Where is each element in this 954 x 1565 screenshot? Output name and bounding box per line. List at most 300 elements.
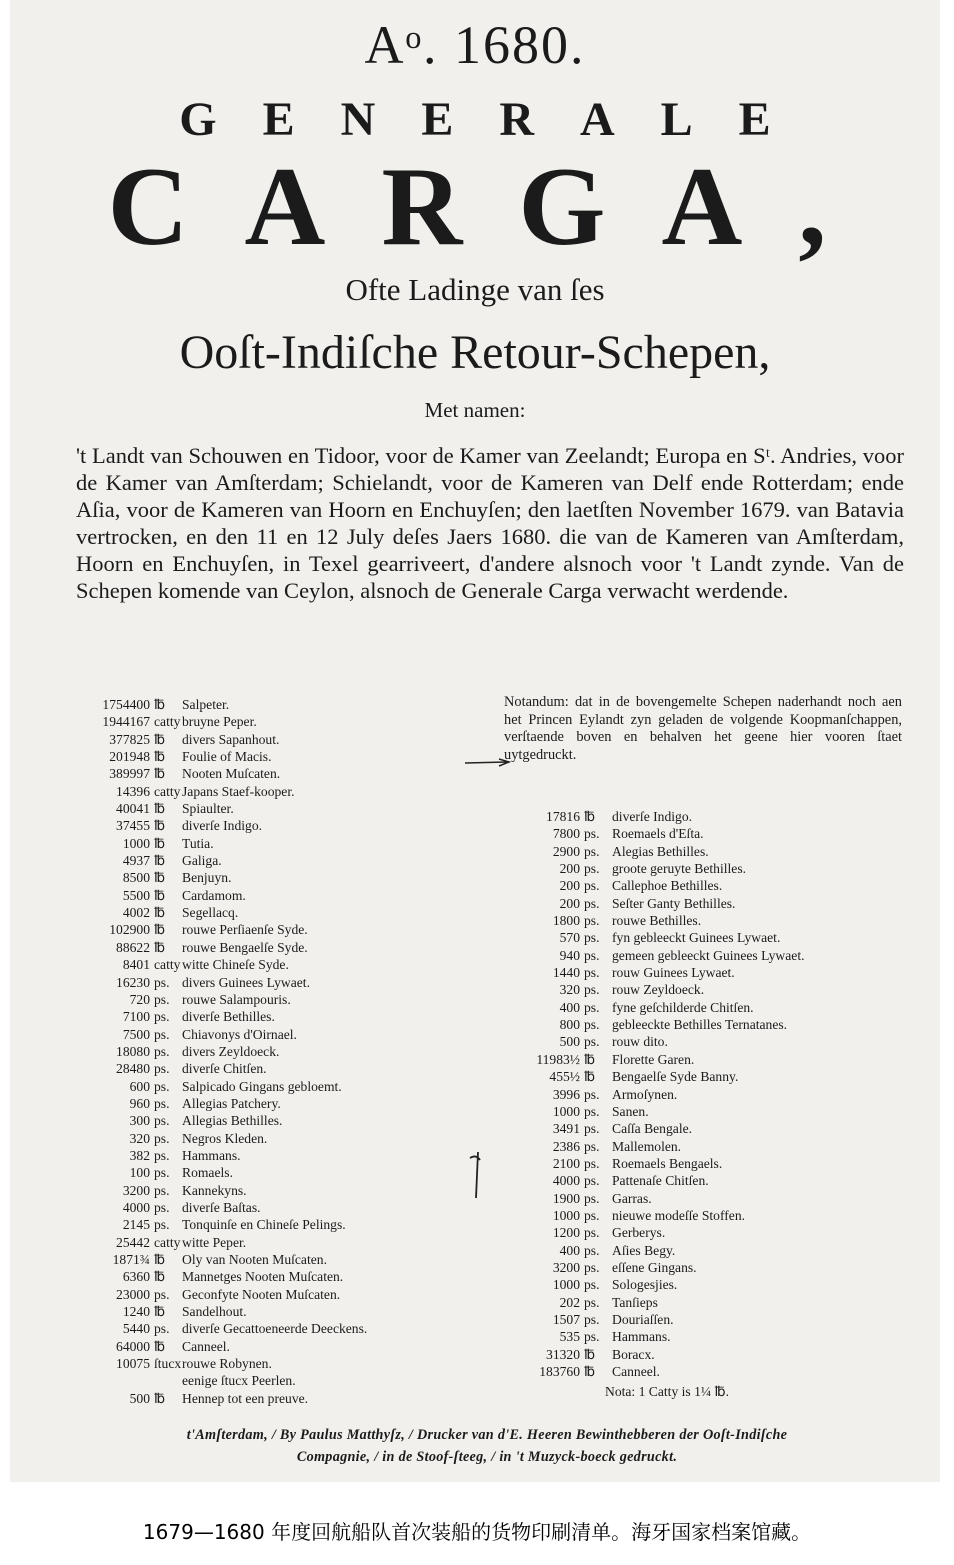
cargo-unit: ps.: [584, 999, 600, 1015]
cargo-quantity: 1754400: [102, 697, 150, 712]
cargo-unit: ℔: [154, 801, 166, 817]
cargo-item-name: Gerberys.: [612, 1225, 666, 1241]
cargo-item-name: Negros Kleden.: [182, 1130, 268, 1146]
cargo-quantity: 800: [559, 1017, 580, 1033]
cargo-item-name: diverſe Indigo.: [182, 818, 263, 834]
cargo-quantity: 400: [559, 999, 580, 1015]
cargo-unit: ℔: [154, 731, 166, 747]
cargo-item-name: eſſene Gingans.: [612, 1259, 697, 1275]
cargo-item-name: rouwe Bethilles.: [612, 913, 702, 929]
cargo-list-item: [506, 1242, 805, 1259]
cargo-item-name: diverſe Chitſen.: [182, 1061, 267, 1077]
cargo-unit: ps.: [584, 1138, 600, 1154]
cargo-unit: ps.: [154, 1095, 170, 1111]
cargo-item-name: Canneel.: [182, 1338, 230, 1354]
cargo-list-item: [86, 835, 367, 852]
cargo-item-name: eenige ſtucx Peerlen.: [182, 1373, 296, 1389]
cargo-quantity: 1240: [122, 1304, 150, 1320]
cargo-list-item: [506, 1207, 805, 1224]
cargo-unit: ℔: [584, 1069, 596, 1085]
cargo-item-name: Allegias Patchery.: [182, 1095, 281, 1111]
cargo-list-item: [506, 1259, 805, 1276]
cargo-list-item: [506, 808, 805, 825]
cargo-item-name: Callephoe Bethilles.: [612, 878, 723, 894]
cargo-quantity: 382: [129, 1147, 150, 1163]
cargo-item-name: Aſies Begy.: [612, 1242, 676, 1258]
cargo-quantity: 1440: [552, 965, 580, 981]
cargo-list-item: [506, 1120, 805, 1137]
cargo-item-name: witte Peper.: [182, 1234, 247, 1250]
cargo-unit: ps.: [154, 1078, 170, 1094]
cargo-quantity: 17816: [546, 809, 580, 824]
cargo-item-name: Florette Garen.: [612, 1051, 695, 1067]
cargo-list-item: [506, 895, 805, 912]
cargo-unit: ps.: [584, 930, 600, 946]
cargo-list-item: [506, 1172, 805, 1189]
cargo-item-name: Alegias Bethilles.: [612, 843, 709, 859]
printer-imprint: [72, 1424, 902, 1468]
cargo-list-item: [86, 1008, 367, 1025]
cargo-unit: ℔: [154, 1269, 166, 1285]
cargo-item-name: rouw Zeyldoeck.: [612, 982, 705, 998]
cargo-list-item: [86, 1060, 367, 1077]
cargo-quantity: 1200: [552, 1225, 580, 1241]
cargo-list-item: [86, 991, 367, 1008]
cargo-item-name: divers Zeyldoeck.: [182, 1043, 280, 1059]
cargo-list-item: [506, 981, 805, 998]
cargo-unit: ps.: [584, 895, 600, 911]
cargo-quantity: 1000: [122, 835, 150, 851]
cargo-list-item: [86, 921, 367, 938]
cargo-quantity: 2900: [552, 843, 580, 859]
cargo-list-item: [86, 1234, 367, 1251]
cargo-quantity: 11983½: [536, 1051, 580, 1067]
cargo-list-item: [86, 800, 367, 817]
cargo-item-name: rouwe Bengaelſe Syde.: [182, 939, 308, 955]
cargo-list-item: [86, 713, 367, 730]
cargo-item-name: fyn gebleeckt Guinees Lywaet.: [612, 930, 781, 946]
cargo-item-name: Bengaelſe Syde Banny.: [612, 1069, 739, 1085]
cargo-quantity: 4002: [122, 905, 150, 921]
cargo-unit: ps.: [584, 1190, 600, 1206]
handwritten-arrow-mark: [465, 758, 515, 768]
cargo-item-name: Boracx.: [612, 1346, 655, 1362]
cargo-unit: ps.: [584, 1155, 600, 1171]
cargo-item-name: rouwe Perſiaenſe Syde.: [182, 922, 308, 938]
cargo-list-item: [86, 939, 367, 956]
cargo-list-item: [506, 1363, 805, 1380]
cargo-list-item: [506, 843, 805, 860]
imprint-line-1: t'Amſterdam, / By Paulus Matthyſz, / Drucker van d'E. Heeren Bewinthebberen der Ooſt-Indiſche: [186, 1427, 788, 1443]
cargo-list-item: [86, 783, 367, 800]
cargo-quantity: 377825: [109, 731, 150, 747]
cargo-unit: ps.: [154, 1217, 170, 1233]
cargo-quantity: 31320: [546, 1346, 580, 1362]
cargo-list-item: [86, 1355, 367, 1372]
met-namen-label: Met namen:: [424, 398, 526, 422]
cargo-list-item: [506, 1068, 805, 1085]
cargo-quantity: 570: [559, 930, 580, 946]
cargo-unit: ps.: [584, 1034, 600, 1050]
cargo-list-item: [506, 825, 805, 842]
cargo-item-name: Mannetges Nooten Muſcaten.: [182, 1269, 344, 1285]
cargo-unit: catty: [154, 1234, 181, 1250]
cargo-item-name: groote geruyte Bethilles.: [612, 861, 747, 877]
cargo-list-item: [86, 1078, 367, 1095]
cargo-quantity: 4937: [122, 853, 150, 869]
cargo-list-item: [86, 887, 367, 904]
cargo-list-item: [86, 974, 367, 991]
cargo-list-item: [506, 1328, 805, 1345]
cargo-item-name: Hennep tot een preuve.: [182, 1390, 309, 1406]
cargo-unit: ps.: [154, 1321, 170, 1337]
cargo-quantity: 1800: [552, 913, 580, 929]
cargo-item-name: nieuwe modeſſe Stoffen.: [612, 1207, 746, 1223]
cargo-unit: ps.: [154, 1199, 170, 1215]
cargo-quantity: 10075: [116, 1356, 150, 1372]
cargo-unit: ps.: [584, 1329, 600, 1345]
cargo-item-name: Mallemolen.: [612, 1138, 682, 1154]
cargo-item-name: Roemaels Bengaels.: [612, 1155, 723, 1171]
intro-paragraph: 't Landt van Schouwen en Tidoor, voor de Kamer van Zeelandt; Europa en Sᵗ. Andries, voor de Kamer van Amſterdam; Schielandt, voor de Kameren van Delf ende Rotterdam; ende Aſia, voor de Kameren van Hoorn en Enchuyſen; den laetſten November 1679. van Batavia vertrocken, en den 11 en 12 July deſes Jaers 1680. die van de Kameren van Amſterdam, Hoorn en Enchuyſen, in Texel gearriveert, d'andere alsnoch voor 't Landt zynde. Van de Schepen komende van Ceylon, alsnoch de Generale Carga verwacht werdende.: [76, 443, 904, 603]
cargo-unit: ℔: [154, 939, 166, 955]
cargo-item-name: Salpeter.: [182, 697, 230, 712]
document-year: Aᵒ. 1680.: [364, 15, 586, 75]
cargo-quantity: 202: [559, 1294, 580, 1310]
cargo-item-name: Armoſynen.: [612, 1086, 678, 1102]
cargo-item-name: Roemaels d'Eſta.: [612, 826, 704, 842]
cargo-quantity: 1507: [552, 1311, 580, 1327]
cargo-unit: ℔: [154, 887, 166, 903]
cargo-unit: ps.: [584, 1173, 600, 1189]
cargo-unit: ps.: [584, 947, 600, 963]
cargo-unit: catty: [154, 783, 181, 799]
cargo-quantity: 1000: [552, 1103, 580, 1119]
cargo-item-name: fyne geſchilderde Chitſen.: [612, 999, 754, 1015]
cargo-unit: ps.: [584, 826, 600, 842]
cargo-item-name: Canneel.: [612, 1364, 660, 1379]
cargo-list-item: [86, 869, 367, 886]
cargo-unit: catty: [154, 714, 181, 730]
cargo-item-name: Segellacq.: [182, 905, 239, 921]
cargo-item-name: Sologesjies.: [612, 1277, 678, 1293]
cargo-item-name: diverſe Indigo.: [612, 809, 693, 824]
cargo-unit: ps.: [154, 1286, 170, 1302]
cargo-item-name: Pattenaſe Chitſen.: [612, 1173, 709, 1189]
cargo-unit: ℔: [154, 697, 166, 712]
cargo-item-name: Garras.: [612, 1190, 652, 1206]
cargo-list-item: [86, 1320, 367, 1337]
cargo-unit: ℔: [154, 1304, 166, 1320]
cargo-quantity: 389997: [109, 766, 150, 782]
figure-caption: 1679—1680 年度回航船队首次装船的货物印刷清单。海牙国家档案馆藏。: [142, 1520, 812, 1544]
cargo-list-item: [86, 1130, 367, 1147]
cargo-unit: ps.: [584, 843, 600, 859]
cargo-quantity: 400: [559, 1242, 580, 1258]
cargo-list-item: [86, 817, 367, 834]
cargo-item-name: Foulie of Macis.: [182, 749, 272, 765]
cargo-item-name: Spiaulter.: [182, 801, 234, 817]
cargo-quantity: 2100: [552, 1155, 580, 1171]
cargo-list-item: [86, 1303, 367, 1320]
cargo-unit: ps.: [584, 1121, 600, 1137]
cargo-unit: ℔: [154, 853, 166, 869]
cargo-unit: ps.: [584, 878, 600, 894]
cargo-list-item: [506, 1311, 805, 1328]
cargo-unit: ps.: [154, 1113, 170, 1129]
cargo-item-name: rouw Guinees Lywaet.: [612, 965, 735, 981]
cargo-quantity: 960: [129, 1095, 150, 1111]
cargo-unit: ℔: [154, 749, 166, 765]
cargo-unit: catty: [154, 957, 181, 973]
cargo-unit: ℔: [584, 1364, 596, 1379]
cargo-list-item: [86, 696, 367, 713]
subtitle: Ofte Ladinge van ſes: [345, 272, 605, 307]
cargo-unit: ps.: [154, 1009, 170, 1025]
cargo-unit: ℔: [154, 818, 166, 834]
cargo-item-name: Chiavonys d'Oirnael.: [182, 1026, 297, 1042]
cargo-unit: ps.: [154, 1130, 170, 1146]
heading-generale: GENERALE: [179, 93, 817, 146]
cargo-unit: ps.: [584, 1103, 600, 1119]
cargo-unit: ps.: [584, 965, 600, 981]
cargo-quantity: 5440: [122, 1321, 150, 1337]
cargo-quantity: 14396: [116, 783, 150, 799]
cargo-unit: ℔: [154, 1390, 166, 1406]
cargo-list-item: [86, 904, 367, 921]
ships-title: Ooſt-Indiſche Retour-Schepen,: [179, 326, 771, 379]
cargo-list-item: [506, 1016, 805, 1033]
cargo-quantity: 3200: [552, 1259, 580, 1275]
cargo-quantity: 320: [559, 982, 580, 998]
cargo-quantity: 40041: [116, 801, 150, 817]
cargo-item-name: gemeen gebleeckt Guinees Lywaet.: [612, 947, 805, 963]
imprint-line-2: Compagnie, / in de Stoof-ſteeg, / in 't Muzyck-boeck gedruckt.: [296, 1449, 678, 1465]
cargo-item-name: Sanen.: [612, 1103, 649, 1119]
cargo-list-item: [86, 1112, 367, 1129]
cargo-item-name: rouw dito.: [612, 1034, 668, 1050]
cargo-quantity: [86, 1372, 154, 1389]
cargo-list-item: [86, 748, 367, 765]
cargo-unit: ps.: [584, 1225, 600, 1241]
cargo-unit: ps.: [154, 974, 170, 990]
cargo-item-name: Sandelhout.: [182, 1304, 247, 1320]
cargo-unit: ℔: [154, 870, 166, 886]
cargo-unit: ps.: [584, 1017, 600, 1033]
cargo-list-item: [506, 1086, 805, 1103]
cargo-quantity: 8500: [122, 870, 150, 886]
cargo-item-name: Tutia.: [182, 835, 214, 851]
cargo-list-item: [506, 1224, 805, 1241]
cargo-item-name: bruyne Peper.: [182, 714, 257, 730]
cargo-quantity: 1871¾: [112, 1252, 150, 1267]
cargo-quantity: 1000: [552, 1277, 580, 1293]
cargo-item-name: witte Chineſe Syde.: [182, 957, 289, 973]
cargo-unit: ps.: [584, 1086, 600, 1102]
cargo-quantity: 2145: [122, 1217, 150, 1233]
cargo-list-item: [86, 956, 367, 973]
cargo-list-item: [506, 1294, 805, 1311]
cargo-list-item: [86, 1268, 367, 1285]
cargo-item-name: Tanſieps: [612, 1294, 658, 1310]
cargo-item-name: Caſſa Bengale.: [612, 1121, 693, 1137]
cargo-unit: ps.: [154, 1165, 170, 1181]
cargo-quantity: 3200: [122, 1182, 150, 1198]
handwritten-stroke-mark: [466, 1150, 486, 1206]
cargo-unit: ℔: [154, 922, 166, 938]
cargo-quantity: 320: [129, 1130, 150, 1146]
cargo-unit: ps.: [584, 1311, 600, 1327]
cargo-list-item: [506, 1276, 805, 1293]
cargo-item-name: diverſe Baſtas.: [182, 1199, 261, 1215]
cargo-quantity: 500: [559, 1034, 580, 1050]
cargo-item-name: Nooten Muſcaten.: [182, 766, 281, 782]
cargo-quantity: 100: [129, 1165, 150, 1181]
cargo-list-item: [86, 1372, 367, 1389]
cargo-quantity: 183760: [539, 1364, 580, 1379]
cargo-item-name: Kannekyns.: [182, 1182, 247, 1198]
cargo-unit: ps.: [584, 1294, 600, 1310]
cargo-item-name: rouwe Salampouris.: [182, 991, 291, 1007]
cargo-unit: ℔: [154, 905, 166, 921]
cargo-quantity: 720: [129, 991, 150, 1007]
cargo-unit: ps.: [154, 1182, 170, 1198]
cargo-item-name: Hammans.: [612, 1329, 671, 1345]
cargo-quantity: 1000: [552, 1207, 580, 1223]
cargo-quantity: 455½: [549, 1069, 580, 1085]
cargo-unit: ℔: [584, 809, 596, 824]
cargo-list-item: [506, 860, 805, 877]
cargo-list-item: [86, 1095, 367, 1112]
cargo-quantity: 535: [559, 1329, 580, 1345]
cargo-item-name: Romaels.: [182, 1165, 233, 1181]
cargo-list-item: [506, 912, 805, 929]
cargo-quantity: 8401: [122, 957, 150, 973]
cargo-item-name: Douriaſſen.: [612, 1311, 674, 1327]
cargo-item-name: Allegias Bethilles.: [182, 1113, 283, 1129]
cargo-quantity: 3491: [552, 1121, 580, 1137]
cargo-item-name: rouwe Robynen.: [182, 1356, 272, 1372]
cargo-quantity: 88622: [116, 939, 150, 955]
cargo-list-item: [86, 1147, 367, 1164]
cargo-list-item: [506, 1190, 805, 1207]
notandum-paragraph: Notandum: dat in de bovengemelte Schepen naderhandt noch aen het Princen Eylandt zyn geladen de volgende Koopmanſchappen, verſtaende boven en behalven het geene hier vooren ſtaet uytgedruckt.: [504, 694, 902, 764]
cargo-unit: [154, 1372, 182, 1389]
cargo-item-name: Geconfyte Nooten Muſcaten.: [182, 1286, 341, 1302]
heading-carga: CARGA,: [107, 145, 883, 269]
cargo-item-name: divers Sapanhout.: [182, 731, 280, 747]
cargo-unit: ps.: [584, 982, 600, 998]
cargo-unit: ps.: [154, 991, 170, 1007]
cargo-quantity: 1900: [552, 1190, 580, 1206]
cargo-list-item: [506, 947, 805, 964]
cargo-unit: ps.: [154, 1147, 170, 1163]
cargo-quantity: 200: [559, 878, 580, 894]
cargo-list-item: [86, 1164, 367, 1181]
cargo-item-name: Oly van Nooten Muſcaten.: [182, 1252, 327, 1267]
cargo-unit: ℔: [154, 1338, 166, 1354]
cargo-list-item: [86, 1216, 367, 1233]
cargo-quantity: 16230: [116, 974, 150, 990]
cargo-quantity: 500: [129, 1390, 150, 1406]
cargo-item-name: Japans Staef-kooper.: [182, 783, 295, 799]
cargo-list-item: [86, 765, 367, 782]
cargo-item-name: Galiga.: [182, 853, 222, 869]
cargo-quantity: 25442: [116, 1234, 150, 1250]
nota-line: Nota: 1 Catty is 1¼ ℔.: [605, 1384, 730, 1399]
cargo-quantity: 4000: [122, 1199, 150, 1215]
cargo-unit: ps.: [584, 1207, 600, 1223]
cargo-item-name: diverſe Bethilles.: [182, 1009, 275, 1025]
cargo-list-item: [86, 1251, 367, 1268]
cargo-quantity: 102900: [109, 922, 150, 938]
cargo-quantity: 300: [129, 1113, 150, 1129]
cargo-item-name: Salpicado Gingans gebloemt.: [182, 1078, 342, 1094]
cargo-list-item: [506, 1155, 805, 1172]
cargo-unit: ps.: [584, 913, 600, 929]
cargo-list-item: [506, 1346, 805, 1363]
cargo-quantity: 200: [559, 861, 580, 877]
cargo-item-name: diverſe Gecattoeneerde Deeckens.: [182, 1321, 368, 1337]
cargo-unit: ps.: [154, 1026, 170, 1042]
cargo-unit: ps.: [584, 1242, 600, 1258]
cargo-quantity: 3996: [552, 1086, 580, 1102]
cargo-list-item: [506, 964, 805, 981]
cargo-list-item: [86, 1286, 367, 1303]
cargo-unit: ps.: [584, 1277, 600, 1293]
cargo-list-item: [86, 1026, 367, 1043]
cargo-quantity: 23000: [116, 1286, 150, 1302]
cargo-list-item: [506, 1138, 805, 1155]
cargo-item-name: Cardamom.: [182, 887, 246, 903]
cargo-list-item: [506, 1103, 805, 1120]
cargo-item-name: Hammans.: [182, 1147, 241, 1163]
cargo-list-item: [86, 731, 367, 748]
cargo-unit: ps.: [584, 1259, 600, 1275]
cargo-quantity: 1944167: [102, 714, 150, 730]
cargo-item-name: Tonquinſe en Chineſe Pelings.: [182, 1217, 346, 1233]
cargo-list-item: [86, 1199, 367, 1216]
cargo-item-name: divers Guinees Lywaet.: [182, 974, 310, 990]
cargo-quantity: 201948: [109, 749, 150, 765]
cargo-list-item: [86, 1338, 367, 1355]
cargo-unit: ps.: [584, 861, 600, 877]
cargo-list-item: [86, 1043, 367, 1060]
cargo-unit: ℔: [154, 835, 166, 851]
cargo-unit: ℔: [154, 766, 166, 782]
cargo-unit: ℔: [154, 1252, 166, 1267]
cargo-quantity: 600: [129, 1078, 150, 1094]
cargo-quantity: 4000: [552, 1173, 580, 1189]
cargo-quantity: 7500: [122, 1026, 150, 1042]
cargo-unit: ℔: [584, 1051, 596, 1067]
cargo-list-item: [506, 1051, 805, 1068]
cargo-item-name: Benjuyn.: [182, 870, 232, 886]
right-cargo-list: [506, 808, 805, 1380]
cargo-quantity: 200: [559, 895, 580, 911]
cargo-unit: ℔: [584, 1346, 596, 1362]
cargo-item-name: Seſter Ganty Bethilles.: [612, 895, 736, 911]
cargo-quantity: 64000: [116, 1338, 150, 1354]
cargo-list-item: [86, 1182, 367, 1199]
cargo-unit: ſtucx: [154, 1356, 182, 1372]
cargo-list-item: [506, 877, 805, 894]
cargo-item-name: gebleeckte Bethilles Ternatanes.: [612, 1017, 788, 1033]
cargo-quantity: 2386: [552, 1138, 580, 1154]
printed-broadsheet: [10, 0, 940, 1482]
cargo-list-item: [506, 1033, 805, 1050]
left-cargo-list: [86, 696, 367, 1407]
